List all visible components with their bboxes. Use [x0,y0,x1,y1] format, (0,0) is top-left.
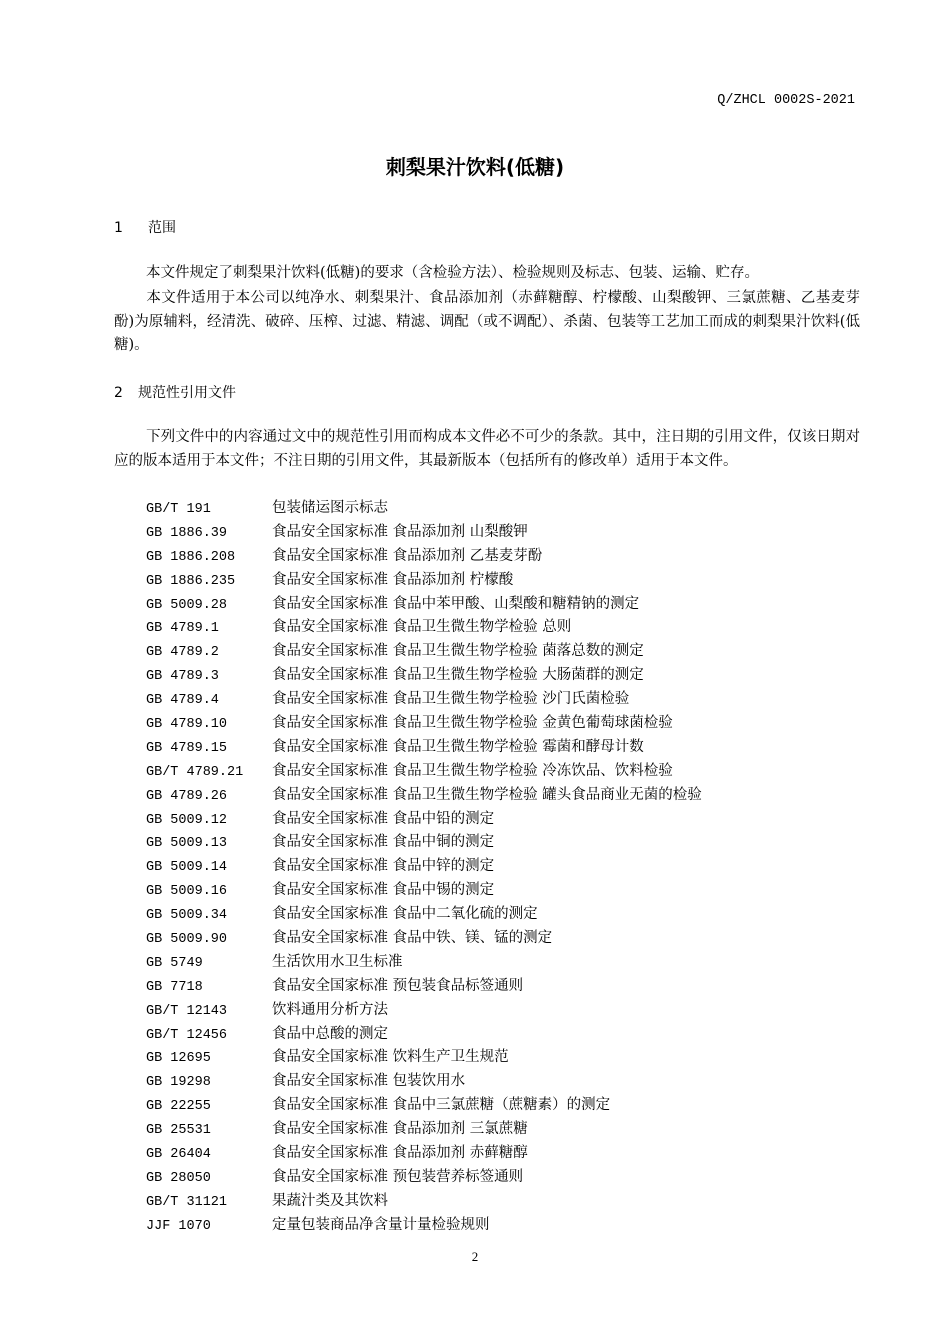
reference-title: 食品安全国家标准 食品添加剂 山梨酸钾 [272,523,528,540]
reference-title: 食品安全国家标准 食品中苯甲酸、山梨酸和糖精钠的测定 [272,595,640,612]
reference-item [146,545,702,569]
reference-item [146,712,702,736]
reference-code: GB 7718 [146,979,203,995]
reference-item [146,903,702,927]
reference-title: 果蔬汁类及其饮料 [272,1192,388,1209]
reference-item [146,784,702,808]
reference-code: GB/T 31121 [146,1194,228,1210]
reference-code: GB 28050 [146,1170,211,1186]
reference-item [146,1023,702,1047]
reference-code: JJF 1070 [146,1218,211,1234]
reference-code: GB 19298 [146,1075,211,1091]
reference-code: GB 5009.14 [146,860,228,876]
scope-paragraph-1: 本文件规定了刺梨果汁饮料(低糖)的要求（含检验方法）、检验规则及标志、包装、运输、贮存。 [146,265,760,281]
reference-code: GB 4789.2 [146,645,219,661]
reference-code: GB 22255 [146,1099,211,1115]
reference-title: 食品安全国家标准 食品添加剂 乙基麦芽酚 [272,547,543,564]
reference-code: GB 12695 [146,1051,211,1067]
reference-item [146,664,702,688]
reference-title: 食品安全国家标准 食品中二氧化硫的测定 [272,906,538,923]
reference-item [146,808,702,832]
reference-item [146,736,702,760]
reference-code: GB 5009.90 [146,932,228,948]
section-1-heading [114,217,176,237]
reference-code: GB 1886.235 [146,573,236,589]
reference-item [146,999,702,1023]
reference-title: 食品安全国家标准 食品卫生微生物学检验 总则 [272,619,572,636]
reference-item [146,951,702,975]
references-intro: 下列文件中的内容通过文中的规范性引用而构成本文件必不可少的条款。其中，注日期的引用文件，仅该日期对应的版本适用于本文件；不注日期的引用文件，其最新版本（包括所有的修改单）适用于本文件。 [114,429,860,469]
reference-item [146,1094,702,1118]
reference-title: 食品安全国家标准 食品中三氯蔗糖（蔗糖素）的测定 [272,1097,611,1114]
reference-code: GB 5009.12 [146,812,228,828]
reference-title: 食品安全国家标准 食品中铜的测定 [272,834,495,851]
reference-code: GB/T 191 [146,502,211,517]
reference-title: 生活饮用水卫生标准 [272,953,403,970]
reference-item [146,1214,702,1238]
reference-title: 食品安全国家标准 食品卫生微生物学检验 霉菌和酵母计数 [272,738,644,755]
reference-item [146,497,702,521]
reference-code: GB 1886.39 [146,525,228,541]
section-2-heading [114,382,236,402]
reference-code: GB 5009.13 [146,836,228,852]
reference-item [146,975,702,999]
reference-item [146,1190,702,1214]
reference-item [146,593,702,617]
reference-item [146,688,702,712]
reference-title: 包装储运图示标志 [272,500,388,516]
reference-title: 饮料通用分析方法 [272,1001,388,1018]
reference-title: 食品中总酸的测定 [272,1025,388,1042]
reference-code: GB 5009.16 [146,884,228,900]
reference-code: GB 5009.34 [146,908,228,924]
reference-item [146,879,702,903]
reference-code: GB 4789.4 [146,693,219,709]
reference-code: GB/T 12456 [146,1027,228,1043]
reference-item [146,760,702,784]
reference-title: 食品安全国家标准 食品中铁、镁、锰的测定 [272,930,553,947]
reference-title: 食品安全国家标准 预包装食品标签通则 [272,977,524,994]
reference-title: 食品安全国家标准 食品卫生微生物学检验 大肠菌群的测定 [272,667,644,684]
reference-title: 食品安全国家标准 食品添加剂 柠檬酸 [272,571,514,588]
section-number: 1 [114,220,123,236]
reference-code: GB 4789.3 [146,669,219,685]
reference-item [146,855,702,879]
document-code: Q/ZHCL 0002S-2021 [717,93,855,108]
reference-item [146,1142,702,1166]
reference-code: GB 1886.208 [146,549,236,565]
reference-code: GB 26404 [146,1147,211,1163]
reference-code: GB 5749 [146,955,203,971]
reference-item [146,1046,702,1070]
reference-item [146,1166,702,1190]
reference-code: GB 4789.15 [146,740,228,756]
scope-paragraph-2: 本文件适用于本公司以纯净水、刺梨果汁、食品添加剂（赤藓糖醇、柠檬酸、山梨酸钾、三氯蔗糖、乙基麦芽酚)为原辅料，经清洗、破碎、压榨、过滤、精滤、调配（或不调配）、杀菌、包装等工艺加工而成的刺梨果汁饮料(低糖)。 [114,290,860,353]
section-title: 规范性引用文件 [138,385,236,401]
reference-title: 食品安全国家标准 食品卫生微生物学检验 沙门氏菌检验 [272,691,630,708]
reference-title: 食品安全国家标准 食品添加剂 赤藓糖醇 [272,1145,528,1162]
reference-item [146,569,702,593]
reference-item [146,831,702,855]
reference-code: GB 4789.26 [146,788,228,804]
reference-item [146,927,702,951]
reference-item [146,616,702,640]
reference-code: GB/T 12143 [146,1003,228,1019]
reference-title: 食品安全国家标准 食品中锡的测定 [272,882,495,899]
reference-title: 食品安全国家标准 食品卫生微生物学检验 罐头食品商业无菌的检验 [272,786,702,803]
reference-title: 食品安全国家标准 食品卫生微生物学检验 菌落总数的测定 [272,643,644,660]
reference-code: GB 25531 [146,1123,211,1139]
reference-title: 食品安全国家标准 包装饮用水 [272,1073,466,1090]
reference-code: GB 4789.10 [146,717,228,733]
section-title: 范围 [148,220,176,236]
page-title: 刺梨果汁饮料(低糖) [385,155,565,179]
page-number: 2 [471,1249,479,1264]
section-number: 2 [114,385,123,401]
reference-code: GB 5009.28 [146,597,228,613]
reference-item [146,640,702,664]
reference-title: 食品安全国家标准 预包装营养标签通则 [272,1168,524,1185]
reference-title: 定量包装商品净含量计量检验规则 [272,1216,490,1233]
reference-list [146,497,702,1238]
reference-title: 食品安全国家标准 食品中锌的测定 [272,858,495,875]
reference-title: 食品安全国家标准 食品中铅的测定 [272,810,495,827]
reference-code: GB 4789.1 [146,621,219,637]
reference-item [146,1070,702,1094]
reference-title: 食品安全国家标准 食品卫生微生物学检验 冷冻饮品、饮料检验 [272,762,673,779]
reference-code: GB/T 4789.21 [146,764,244,780]
reference-item [146,521,702,545]
reference-item [146,1118,702,1142]
reference-title: 食品安全国家标准 饮料生产卫生规范 [272,1049,509,1066]
reference-title: 食品安全国家标准 食品添加剂 三氯蔗糖 [272,1121,528,1138]
reference-title: 食品安全国家标准 食品卫生微生物学检验 金黄色葡萄球菌检验 [272,715,673,732]
